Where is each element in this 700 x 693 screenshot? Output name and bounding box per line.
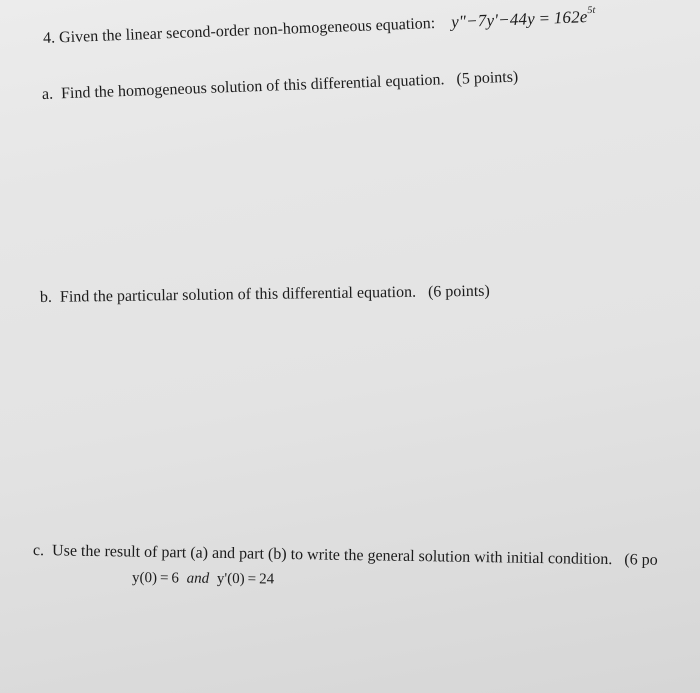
question-number: 4.: [42, 29, 56, 47]
differential-equation: [450, 4, 596, 32]
question-4-header: [42, 1, 596, 49]
initial-condition-y: y(0) = 6: [131, 570, 180, 587]
initial-conditions: [132, 568, 274, 589]
initial-condition-yprime: y'(0) = 24: [216, 570, 275, 588]
part-a: [42, 68, 519, 105]
equation-lhs: y"−7y'−44y = 162e: [450, 7, 588, 32]
part-a-text: Find the homogeneous solution of this differential equation.: [60, 71, 445, 103]
part-b: [40, 282, 490, 308]
equation-exponent: 5t: [587, 4, 596, 17]
part-c-label: c.: [32, 542, 45, 560]
part-b-points: (6 points): [427, 282, 490, 301]
condition-connector: and: [186, 570, 210, 587]
question-prompt: Given the linear second-order non-homogeneous equation:: [58, 14, 436, 47]
part-a-label: a.: [41, 85, 54, 103]
part-a-points: (5 points): [456, 68, 519, 88]
part-b-text: Find the particular solution of this differential equation.: [59, 283, 417, 306]
part-c-text: Use the result of part (a) and part (b) to write the general solution with initial condition.: [51, 542, 613, 569]
part-b-label: b.: [39, 288, 53, 306]
part-c-points: (6 po: [624, 551, 658, 569]
part-c: [33, 541, 658, 571]
